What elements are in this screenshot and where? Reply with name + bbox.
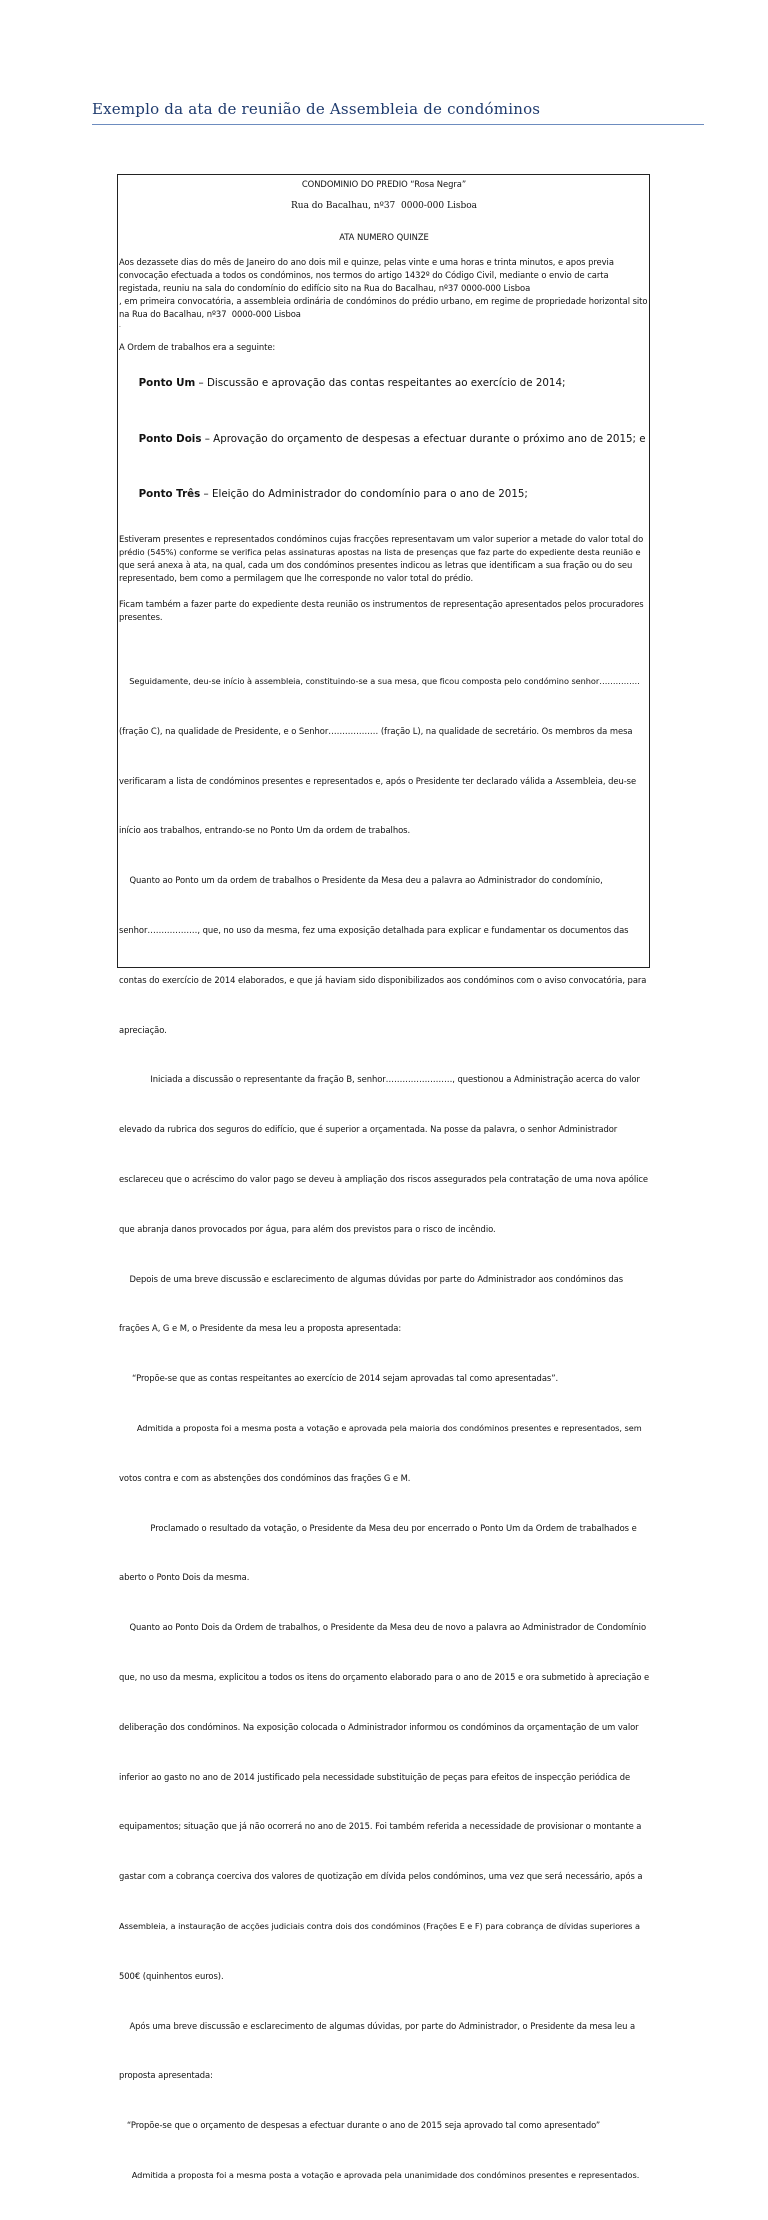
body-line: Depois de uma breve discussão e esclarecimento de algumas dúvidas por parte do Administrador aos condóminos das [119, 1273, 624, 1284]
body-line: votos contra e com as abstenções dos condóminos das frações G e M. [119, 1472, 411, 1483]
page-title: Exemplo da ata de reunião de Assembleia de condóminos [92, 100, 541, 118]
agenda-intro: A Ordem de trabalhos era a seguinte: [119, 342, 276, 352]
body-line: (fração C), na qualidade de Presidente, e o Senhor……………… (fração L), na qualidade de secretário. Os membros da mesa [119, 725, 633, 736]
body-line: inferior ao gasto no ano de 2014 justificado pela necessidade substituição de peças para efeitos de inspecção periódica de [119, 1771, 631, 1782]
body-line: elevado da rubrica dos seguros do edifício, que é superior a orçamentada. Na posse da palavra, o senhor Administrador [119, 1124, 618, 1135]
intro-line: , em primeira convocatória, a assembleia ordinária de condóminos do prédio urbano, em regime de propriedade horizontal sito [119, 296, 648, 306]
body-line: frações A, G e M, o Presidente da mesa leu a proposta apresentada: [119, 1323, 402, 1334]
body-line: deliberação dos condóminos. Na exposição colocada o Administrador informou os condóminos da orçamentação de um valor [119, 1721, 639, 1732]
agenda-text: – Discussão e aprovação das contas respeitantes ao exercício de 2014; [195, 377, 566, 389]
body-line: gastar com a cobrança coerciva dos valores de quotização em dívida pelos condóminos, uma vez que será necessário, após a [119, 1871, 643, 1882]
presence-paragraph [119, 533, 649, 585]
body-line: senhor………………, que, no uso da mesma, fez uma exposição detalhada para explicar e fundamentar os documentos das [119, 924, 629, 935]
body-line: Assembleia, a instauração de acções judiciais contra dois dos condóminos (Frações E e F) para cobrança de dívidas superiores a [119, 1920, 640, 1931]
body-line: “Propõe-se que as contas respeitantes ao exercício de 2014 sejam aprovadas tal como apresentadas”. [119, 1373, 559, 1384]
minutes-document [117, 174, 650, 2180]
presence-line: representado, bem como a permilagem que lhe corresponde no valor total do prédio. [119, 573, 474, 583]
minutes-content [119, 175, 649, 2220]
body-line: “Propõe-se que o orçamento de despesas a efectuar durante o ano de 2015 seja aprovado tal como apresentado” [119, 2120, 601, 2131]
building-name: CONDOMINIO DO PREDIO “Rosa Negra” [301, 179, 467, 189]
minutes-body [119, 638, 649, 2220]
intro-line: registada, reuniu na sala do condomínio do edifício sito na Rua do Bacalhau, nº37 0000-000 Lisboa [119, 283, 531, 293]
body-line: início aos trabalhos, entrando-se no Ponto Um da ordem de trabalhos. [119, 825, 411, 836]
intro-paragraph [119, 256, 649, 330]
agenda-label: Ponto Um [138, 377, 196, 389]
agenda-text: – Aprovação do orçamento de despesas a efectuar durante o próximo ano de 2015; e [201, 433, 646, 445]
agenda-label: Ponto Dois [138, 433, 202, 445]
body-line: esclareceu que o acréscimo do valor pago se deveu à ampliação dos riscos assegurados pela contratação de uma nova apólice [119, 1173, 649, 1184]
body-line: Admitida a proposta foi a mesma posta a votação e aprovada pela unanimidade dos condóminos presentes e representados. [119, 2169, 640, 2180]
body-line: equipamentos; situação que já não ocorrerá no ano de 2015. Foi também referida a necessidade de provisionar o montante a [119, 1821, 642, 1832]
body-line: que abranja danos provocados por água, para além dos previstos para o risco de incêndio. [119, 1223, 496, 1234]
body-line: Iniciada a discussão o representante da fração B, senhor……………………, questionou a Administração acerca do valor [119, 1074, 640, 1085]
minute-number: ATA NUMERO QUINZE [339, 232, 429, 242]
body-line: Quanto ao Ponto um da ordem de trabalhos o Presidente da Mesa deu a palavra ao Administrador do condomínio, [119, 875, 603, 886]
body-line: contas do exercício de 2014 elaborados, e que já haviam sido disponibilizados aos condóminos com o aviso convocatória, para [119, 974, 647, 985]
body-line: Proclamado o resultado da votação, o Presidente da Mesa deu por encerrado o Ponto Um da Ordem de trabalhados e [119, 1522, 637, 1533]
presence-line: Estiveram presentes e representados condóminos cujas fracções representavam um valor superior a metade do valor total do [119, 534, 644, 544]
building-address: Rua do Bacalhau, nº37 0000-000 Lisboa [291, 201, 477, 211]
body-line: Admitida a proposta foi a mesma posta a votação e aprovada pela maioria dos condóminos presentes e representados, sem [119, 1422, 642, 1433]
agenda-item [119, 418, 649, 460]
intro-line: Aos dezassete dias do mês de Janeiro do ano dois mil e quinze, pelas vinte e uma horas e trinta minutos, e apos previa [119, 257, 614, 267]
intro-line: na Rua do Bacalhau, nº37 0000-000 Lisboa [119, 309, 301, 319]
body-line: Seguidamente, deu-se início à assembleia, constituindo-se a sua mesa, que ficou composta pelo condómino senhor…………… [119, 676, 640, 686]
body-line: Quanto ao Ponto Dois da Ordem de trabalhos, o Presidente da Mesa deu de novo a palavra ao Administrador de Condomínio [119, 1622, 647, 1633]
instruments-paragraph [119, 598, 649, 624]
body-line: proposta apresentada: [119, 2070, 213, 2081]
body-line: apreciação. [119, 1024, 167, 1035]
instruments-line: presentes. [119, 612, 163, 622]
body-line: que, no uso da mesma, explicitou a todos os itens do orçamento elaborado para o ano de 2015 e ora submetido à apreciação e [119, 1671, 650, 1682]
title-underline [92, 124, 704, 125]
presence-line: que será anexa à ata, na qual, cada um dos condóminos presentes indicou as letras que identificam a sua fração ou do seu [119, 560, 633, 570]
instruments-line: Ficam também a fazer parte do expediente desta reunião os instrumentos de representação apresentados pelos procuradores [119, 599, 644, 609]
agenda-item [119, 473, 649, 515]
intro-line: convocação efectuada a todos os condóminos, nos termos do artigo 1432º do Código Civil, mediante o envio de carta [119, 270, 609, 280]
agenda-item [119, 362, 649, 404]
body-line: verificaram a lista de condóminos presentes e representados e, após o Presidente ter declarado válida a Assembleia, deu-se [119, 775, 637, 786]
body-line: 500€ (quinhentos euros). [119, 1970, 224, 1981]
agenda-label: Ponto Três [138, 488, 201, 500]
agenda-text: – Eleição do Administrador do condomínio para o ano de 2015; [200, 488, 528, 500]
body-line: Após uma breve discussão e esclarecimento de algumas dúvidas, por parte do Administrador, o Presidente da mesa leu a [119, 2020, 636, 2031]
body-line: aberto o Ponto Dois da mesma. [119, 1572, 250, 1583]
intro-line: . [119, 322, 121, 329]
presence-line: prédio (545%) conforme se verifica pelas assinaturas apostas na lista de presenças que faz parte do expediente desta reunião e [119, 547, 641, 557]
